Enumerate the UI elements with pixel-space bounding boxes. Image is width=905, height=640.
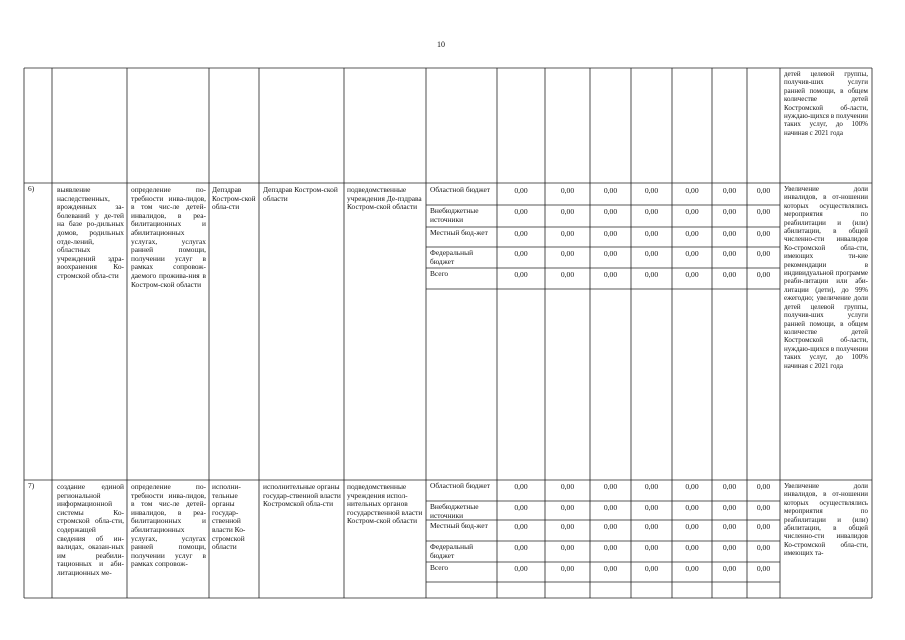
funding-value: 0,00 (756, 564, 771, 573)
funding-value: 0,00 (756, 186, 771, 195)
funding-value: 0,00 (685, 249, 699, 258)
funding-value: 0,00 (514, 249, 528, 258)
funding-value: 0,00 (644, 207, 659, 216)
row-result: Увеличение доли инвалидов, в от-ношении которых осуществлялись мероприятия по реабилитации и (или) абилитации, в общей численно-сти инвалидов Ко-стромской обла-сти, имеющих ти-кие рекомендации в индивидуальной программе реаби-литации или аби-литации (дети), до 99% ежегодно; увеличение доли детей целевой группы, получив-ших услуги ранней помощи, в общем количестве детей Костромской об-ласти, нуждаю-щихся в получении таких услуг, до 100% начиная с 2021 года (784, 185, 868, 370)
funding-source: Федеральный бюджет (430, 249, 474, 266)
funding-value: 0,00 (603, 543, 618, 552)
funding-value: 0,00 (603, 522, 618, 531)
funding-value: 0,00 (644, 186, 659, 195)
funding-value: 0,00 (644, 249, 659, 258)
funding-value: 0,00 (560, 503, 575, 512)
funding-value: 0,00 (756, 522, 771, 531)
funding-value: 0,00 (514, 270, 528, 279)
funding-value: 0,00 (644, 270, 659, 279)
funding-value: 0,00 (722, 503, 737, 512)
funding-value: 0,00 (514, 186, 528, 195)
funding-source: Областной бюджет (430, 482, 491, 490)
funding-value: 0,00 (756, 482, 771, 491)
funding-value: 0,00 (514, 207, 528, 216)
funding-value: 0,00 (722, 249, 737, 258)
row-coexecutor: исполни-тельные органы государ-ственной власти Ко-стромской области (212, 483, 246, 552)
funding-value: 0,00 (685, 503, 699, 512)
funding-value: 0,00 (514, 564, 528, 573)
funding-value: 0,00 (603, 564, 618, 573)
row-responsible: Депздрав Костром-ской области (263, 186, 338, 203)
funding-value: 0,00 (560, 207, 575, 216)
funding-value: 0,00 (722, 229, 737, 238)
funding-value: 0,00 (514, 503, 528, 512)
funding-value: 0,00 (756, 229, 771, 238)
funding-value: 0,00 (722, 564, 737, 573)
row-participants: подведомственные учреждения Де-пздрава Костром-ской области (347, 186, 422, 212)
funding-value: 0,00 (560, 186, 575, 195)
funding-value: 0,00 (603, 229, 618, 238)
funding-value: 0,00 (603, 207, 618, 216)
funding-value: 0,00 (722, 522, 737, 531)
row-event: выявление наследственных, врожденных за-болеваний у де-тей на базе ро-дильных домов, родильных отде-лений, областных учреждений здра-воохранения Ко-стромской обла-сти (57, 186, 124, 280)
funding-value: 0,00 (644, 482, 659, 491)
row-coexecutor: Депздрав Костром-ской обла-сти (212, 186, 256, 212)
funding-value: 0,00 (560, 522, 575, 531)
funding-value: 0,00 (685, 270, 699, 279)
row-number: 6) (28, 185, 35, 193)
funding-value: 0,00 (560, 229, 575, 238)
funding-value: 0,00 (756, 207, 771, 216)
funding-source: Местный бюд-жет (430, 522, 488, 530)
funding-value: 0,00 (603, 503, 618, 512)
funding-value: 0,00 (603, 249, 618, 258)
funding-value: 0,00 (514, 543, 528, 552)
funding-value: 0,00 (514, 482, 528, 491)
funding-value: 0,00 (722, 207, 737, 216)
funding-source: Внебюджетные источники (430, 503, 479, 520)
row-responsible: исполнительные органы государ-ственной власти Костромской обла-сти (263, 483, 341, 509)
funding-source: Всего (430, 564, 449, 572)
funding-value: 0,00 (603, 186, 618, 195)
funding-value: 0,00 (756, 503, 771, 512)
funding-value: 0,00 (685, 522, 699, 531)
funding-value: 0,00 (644, 564, 659, 573)
funding-value: 0,00 (722, 482, 737, 491)
funding-value: 0,00 (560, 249, 575, 258)
funding-value: 0,00 (644, 522, 659, 531)
row-participants: подведомственные учреждения испол-нительных органов государственной власти Костром-ской области (347, 483, 423, 526)
funding-value: 0,00 (685, 564, 699, 573)
funding-value: 0,00 (685, 186, 699, 195)
funding-source: Федеральный бюджет (430, 543, 474, 560)
funding-value: 0,00 (603, 270, 618, 279)
funding-value: 0,00 (722, 186, 737, 195)
funding-value: 0,00 (685, 482, 699, 491)
funding-value: 0,00 (560, 270, 575, 279)
funding-value: 0,00 (722, 543, 737, 552)
funding-value: 0,00 (560, 543, 575, 552)
funding-value: 0,00 (560, 482, 575, 491)
funding-value: 0,00 (756, 543, 771, 552)
funding-source: Местный бюд-жет (430, 229, 488, 237)
funding-value: 0,00 (514, 229, 528, 238)
funding-source: Всего (430, 270, 449, 278)
row-result: Увеличение доли инвалидов, в от-ношении которых осуществлялись мероприятия по реабилитации и (или) абилитации, в общей численно-сти инвалидов Ко-стромской обла-сти, имеющих та- (784, 482, 868, 558)
funding-value: 0,00 (514, 522, 528, 531)
funding-source: Внебюджетные источники (430, 207, 479, 224)
funding-value: 0,00 (685, 207, 699, 216)
page-number: 10 (437, 40, 445, 49)
funding-value: 0,00 (756, 270, 771, 279)
funding-source: Областной бюджет (430, 186, 491, 194)
funding-value: 0,00 (722, 270, 737, 279)
funding-value: 0,00 (644, 543, 659, 552)
row-purpose: определение по-требности инва-лидов, в том чис-ле детей-инвалидов, в реа-билитационных и абилитационных услугах, услугах ранней помощи, получении услуг в рамках сопровож-даемого прожива-ния в Костром-ской области (131, 186, 206, 289)
row-number: 7) (28, 482, 35, 490)
funding-value: 0,00 (644, 503, 659, 512)
funding-value: 0,00 (685, 543, 699, 552)
funding-value: 0,00 (685, 229, 699, 238)
row-purpose: определение по-требности инва-лидов, в том чис-ле детей-инвалидов, в реа-билитационных и абилитационных услугах, услугах ранней помощи, получении услуг в рамках сопровож- (131, 483, 206, 569)
funding-value: 0,00 (560, 564, 575, 573)
funding-value: 0,00 (644, 229, 659, 238)
funding-value: 0,00 (756, 249, 771, 258)
continued-result-text: детей целевой группы, получив-ших услуги ранней помощи, в общем количестве детей Костромской об-ласти, нуждаю-щихся в получении таких услуг, до 100% начиная с 2021 года (784, 70, 868, 137)
funding-value: 0,00 (603, 482, 618, 491)
row-event: создание единой региональной информационной системы Ко-стромской обла-сти, содержащей сведения об ин-валидах, оказан-ных им реабили-тационных и аби-литационных ме- (57, 483, 124, 577)
